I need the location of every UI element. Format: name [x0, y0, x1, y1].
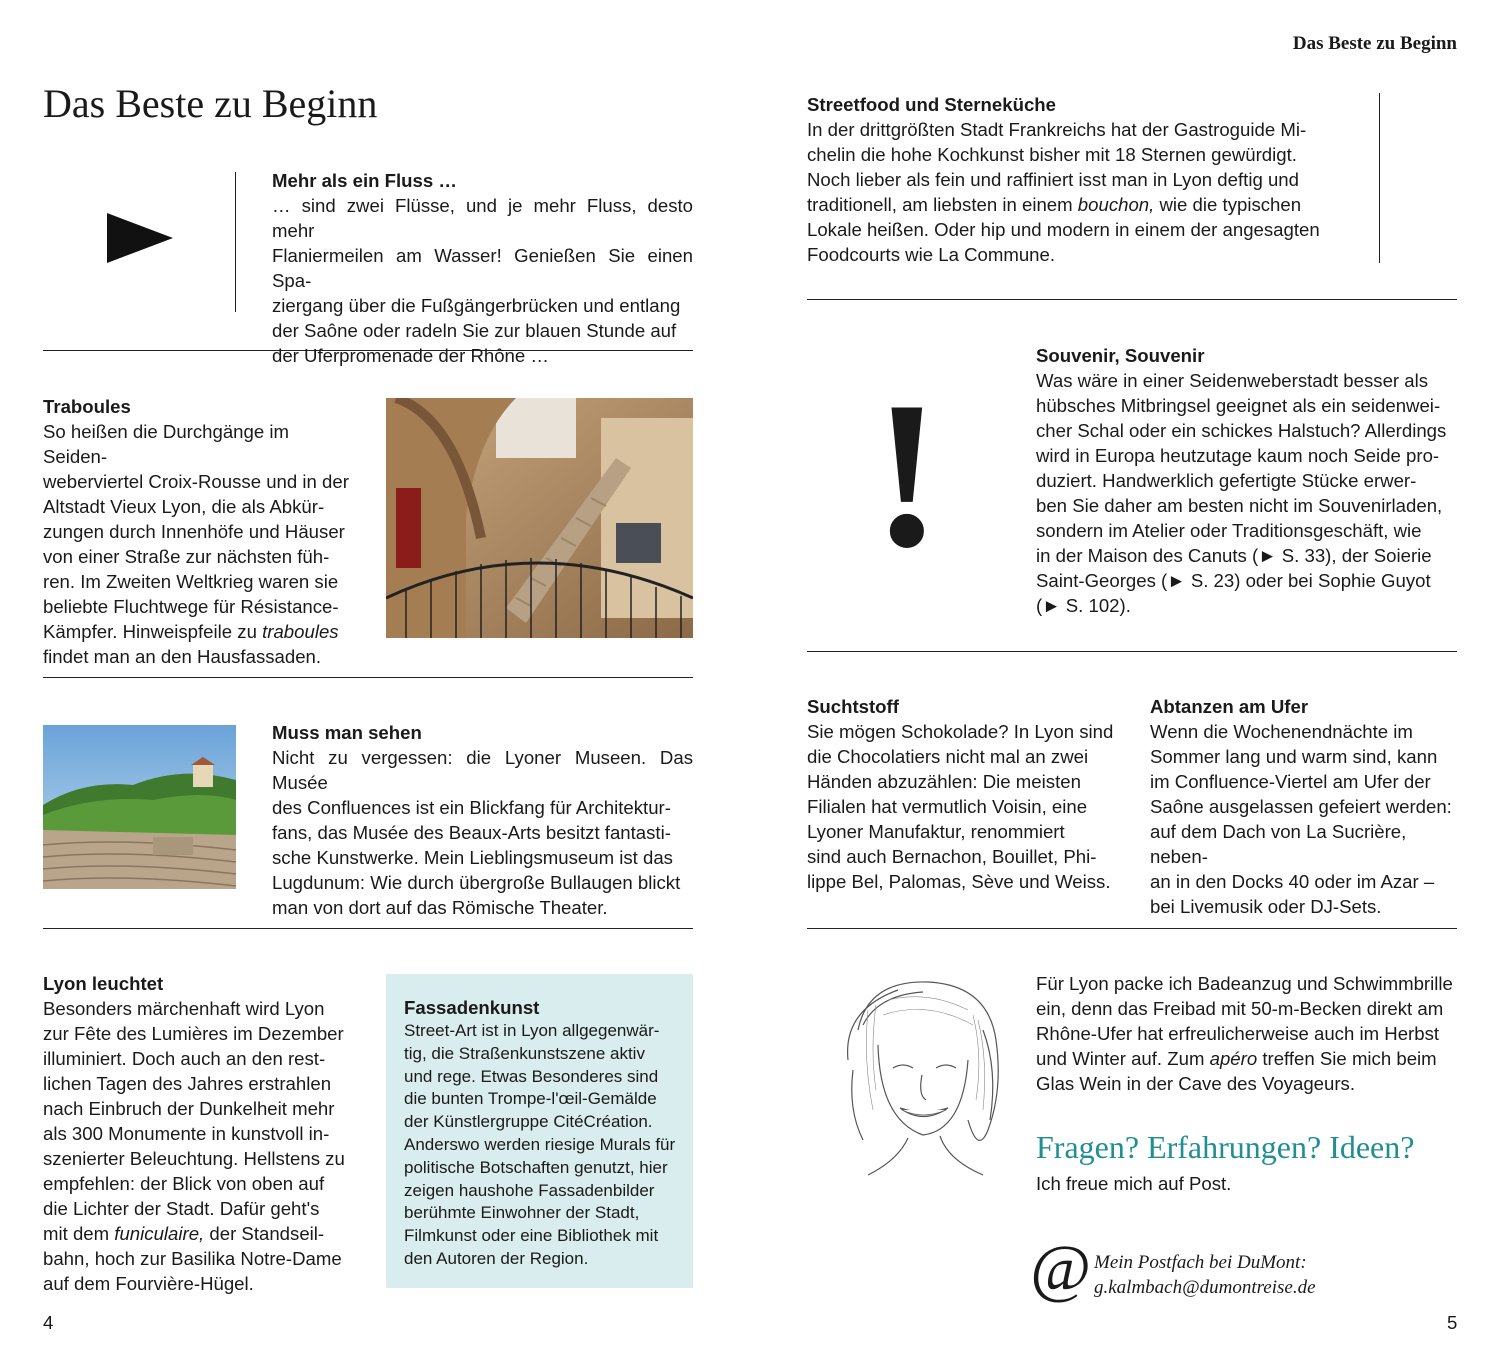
divider-vertical: [235, 172, 236, 312]
text-line: die Chocolatiers nicht mal an zwei: [807, 746, 1089, 767]
text-line: als 300 Monumente in kunstvoll in-: [43, 1123, 330, 1144]
mail-block: [1094, 1250, 1316, 1300]
text-line: Was wäre in einer Seidenweberstadt besser als: [1036, 370, 1429, 391]
text-line: die bunten Trompe-l'œil-Gemälde: [404, 1089, 657, 1109]
section-muss-man-sehen: [272, 720, 693, 920]
reply-text: Ich freue mich auf Post.: [1036, 1173, 1232, 1194]
text-line: sind auch Bernachon, Bouillet, Phi-: [807, 846, 1097, 867]
text-line: Händen abzuzählen: Die meisten: [807, 771, 1081, 792]
text-line: Lyoner Manufaktur, renommiert: [807, 821, 1065, 842]
text-line: beliebte Fluchtwege für Résistance-: [43, 596, 339, 617]
text-line: Wenn die Wochenendnächte im: [1150, 721, 1413, 742]
page-number-left: 4: [43, 1312, 54, 1333]
text-line: Sommer lang und warm sind, kann: [1150, 746, 1438, 767]
section-souvenir: [1036, 343, 1457, 618]
text-line: nach Einbruch der Dunkelheit mehr: [43, 1098, 335, 1119]
section-title: Mehr als ein Fluss …: [272, 170, 457, 191]
text-line: der Uferpromenade der Rhône …: [272, 345, 549, 366]
divider-vertical: [1379, 93, 1380, 263]
text-line: Besonders märchenhaft wird Lyon: [43, 998, 325, 1019]
text-line: von einer Straße zur nächsten füh-: [43, 546, 330, 567]
text-line: des Confluences ist ein Blickfang für Architektur-: [272, 797, 671, 818]
traboule-photo: [386, 398, 693, 638]
text-line: Nicht zu vergessen: die Lyoner Museen. Das Musée: [272, 747, 693, 793]
text-line: in der Maison des Canuts (► S. 33), der Soierie: [1036, 545, 1432, 566]
text-line: zur Fête des Lumières im Dezember: [43, 1023, 344, 1044]
text-line: Sie mögen Schokolade? In Lyon sind: [807, 721, 1114, 742]
text-line: an in den Docks 40 oder im Azar –: [1150, 871, 1435, 892]
running-header: Das Beste zu Beginn: [1292, 33, 1457, 54]
section-suchtstoff: [807, 694, 1117, 894]
text-line: In der drittgrößten Stadt Frankreichs hat der Gastroguide Mi-: [807, 119, 1307, 140]
divider: [807, 299, 1457, 300]
text-line: hübsches Mitbringsel geeignet als ein seidenwei-: [1036, 395, 1441, 416]
roman-theater-photo: [43, 725, 236, 889]
text-line: Saône ausgelassen gefeiert werden:: [1150, 796, 1452, 817]
text-line: Noch lieber als fein und raffiniert isst man in Lyon deftig und: [807, 169, 1299, 190]
text-line: findet man an den Hausfassaden.: [43, 646, 322, 667]
text-line: berühmte Einwohner der Stadt,: [404, 1203, 640, 1223]
text-line: lichen Tagen des Jahres erstrahlen: [43, 1073, 332, 1094]
text-line: mit dem funiculaire, der Standseil-: [43, 1223, 325, 1244]
text-line: Rhône-Ufer hat erfreulicherweise auch im Herbst: [1036, 1023, 1440, 1044]
section-lyon-leuchtet: [43, 971, 353, 1296]
text-line: Filmkunst oder eine Bibliothek mit: [404, 1226, 659, 1246]
text-line: ein, denn das Freibad mit 50-m-Becken direkt am: [1036, 998, 1444, 1019]
text-line: chelin die hohe Kochkunst bisher mit 18 Sternen gewürdigt.: [807, 144, 1297, 165]
text-line: weberviertel Croix-Rousse und in der: [43, 471, 349, 492]
section-title: Lyon leuchtet: [43, 973, 164, 994]
text-line: im Confluence-Viertel am Ufer der: [1150, 771, 1431, 792]
mail-label: Mein Postfach bei DuMont:: [1094, 1252, 1307, 1273]
text-line: politische Botschaften genutzt, hier: [404, 1157, 668, 1177]
page-title: Das Beste zu Beginn: [43, 81, 378, 126]
text-line: der Saône oder radeln Sie zur blauen Stunde auf: [272, 320, 677, 341]
text-line: bahn, hoch zur Basilika Notre-Dame: [43, 1248, 342, 1269]
section-abtanzen: [1150, 694, 1457, 919]
section-title: Streetfood und Sterneküche: [807, 94, 1056, 115]
text-line: Filialen hat vermutlich Voisin, eine: [807, 796, 1088, 817]
text-line: man von dort auf das Römische Theater.: [272, 897, 608, 918]
exclamation-icon: !: [872, 359, 942, 591]
text-line: auf dem Dach von La Sucrière, neben-: [1150, 821, 1407, 867]
text-line: ziergang über die Fußgängerbrücken und entlang: [272, 295, 681, 316]
section-fluss: [272, 168, 693, 368]
text-line: die Lichter der Stadt. Dafür geht's: [43, 1198, 320, 1219]
text-line: Glas Wein in der Cave des Voyageurs.: [1036, 1073, 1356, 1094]
play-arrow-icon: [107, 213, 173, 268]
text-line: Saint-Georges (► S. 23) oder bei Sophie Guyot: [1036, 570, 1431, 591]
section-traboules: [43, 394, 353, 669]
question-heading: Fragen? Erfahrungen? Ideen?: [1036, 1129, 1415, 1165]
author-portrait: [818, 970, 1018, 1190]
divider: [807, 928, 1457, 929]
text-line: Foodcourts wie La Commune.: [807, 244, 1056, 265]
text-line: lippe Bel, Palomas, Sève und Weiss.: [807, 871, 1111, 892]
text-line: zeigen haushohe Fassadenbilder: [404, 1180, 655, 1200]
at-icon: @: [1030, 1232, 1091, 1305]
box-title: Fassadenkunst: [404, 997, 540, 1018]
text-line: (► S. 102).: [1036, 595, 1131, 616]
text-line: sche Kunstwerke. Mein Lieblingsmuseum ist das: [272, 847, 673, 868]
text-line: den Autoren der Region.: [404, 1248, 589, 1268]
text-line: und Winter auf. Zum apéro treffen Sie mich beim: [1036, 1048, 1437, 1069]
text-line: sondern im Atelier oder Traditionsgeschäft, wie: [1036, 520, 1422, 541]
section-title: Suchtstoff: [807, 696, 899, 717]
text-line: bei Livemusik oder DJ-Sets.: [1150, 896, 1382, 917]
divider: [43, 677, 693, 678]
text-line: traditionell, am liebsten in einem bouchon, wie die typischen: [807, 194, 1302, 215]
text-line: fans, das Musée des Beaux-Arts besitzt fantasti-: [272, 822, 671, 843]
divider: [807, 651, 1457, 652]
section-title: Abtanzen am Ufer: [1150, 696, 1309, 717]
text-line: ben Sie daher am besten nicht im Souvenirladen,: [1036, 495, 1443, 516]
text-line: auf dem Fourvière-Hügel.: [43, 1273, 254, 1294]
text-line: Altstadt Vieux Lyon, die als Abkür-: [43, 496, 325, 517]
info-box-fassadenkunst: [386, 974, 693, 1288]
section-author-note: [1036, 971, 1457, 1096]
text-line: szenierter Beleuchtung. Hellstens zu: [43, 1148, 345, 1169]
text-line: Kämpfer. Hinweispfeile zu traboules: [43, 621, 339, 642]
section-streetfood: [807, 92, 1344, 267]
section-title: Traboules: [43, 396, 131, 417]
text-line: tig, die Straßenkunstszene aktiv: [404, 1043, 645, 1063]
text-line: Für Lyon packe ich Badeanzug und Schwimmbrille: [1036, 973, 1453, 994]
text-line: Lokale heißen. Oder hip und modern in einem der angesagten: [807, 219, 1320, 240]
text-line: empfehlen: der Blick von oben auf: [43, 1173, 325, 1194]
text-line: So heißen die Durchgänge im Seiden-: [43, 421, 289, 467]
mail-address[interactable]: g.kalmbach@dumontreise.de: [1094, 1277, 1316, 1298]
text-line: der Künstlergruppe CitéCréation.: [404, 1112, 653, 1132]
divider: [43, 928, 693, 929]
text-line: wird in Europa heutzutage kaum noch Seide pro-: [1036, 445, 1440, 466]
text-line: Flaniermeilen am Wasser! Genießen Sie einen Spa-: [272, 245, 693, 291]
text-line: cher Schal oder ein schickes Halstuch? Allerdings: [1036, 420, 1447, 441]
text-line: ren. Im Zweiten Weltkrieg waren sie: [43, 571, 339, 592]
text-line: duziert. Handwerklich gefertigte Stücke erwer-: [1036, 470, 1417, 491]
section-title: Souvenir, Souvenir: [1036, 345, 1205, 366]
section-title: Muss man sehen: [272, 722, 422, 743]
text-line: … sind zwei Flüsse, und je mehr Fluss, desto mehr: [272, 195, 693, 241]
divider: [43, 350, 693, 351]
text-line: Anderswo werden riesige Murals für: [404, 1134, 676, 1154]
text-line: illuminiert. Doch auch an den rest-: [43, 1048, 326, 1069]
text-line: Street-Art ist in Lyon allgegenwär-: [404, 1021, 660, 1040]
page-number-right: 5: [1447, 1312, 1458, 1333]
text-line: und rege. Etwas Besonderes sind: [404, 1066, 659, 1086]
text-line: zungen durch Innenhöfe und Häuser: [43, 521, 345, 542]
text-line: Lugdunum: Wie durch übergroße Bullaugen blickt: [272, 872, 681, 893]
